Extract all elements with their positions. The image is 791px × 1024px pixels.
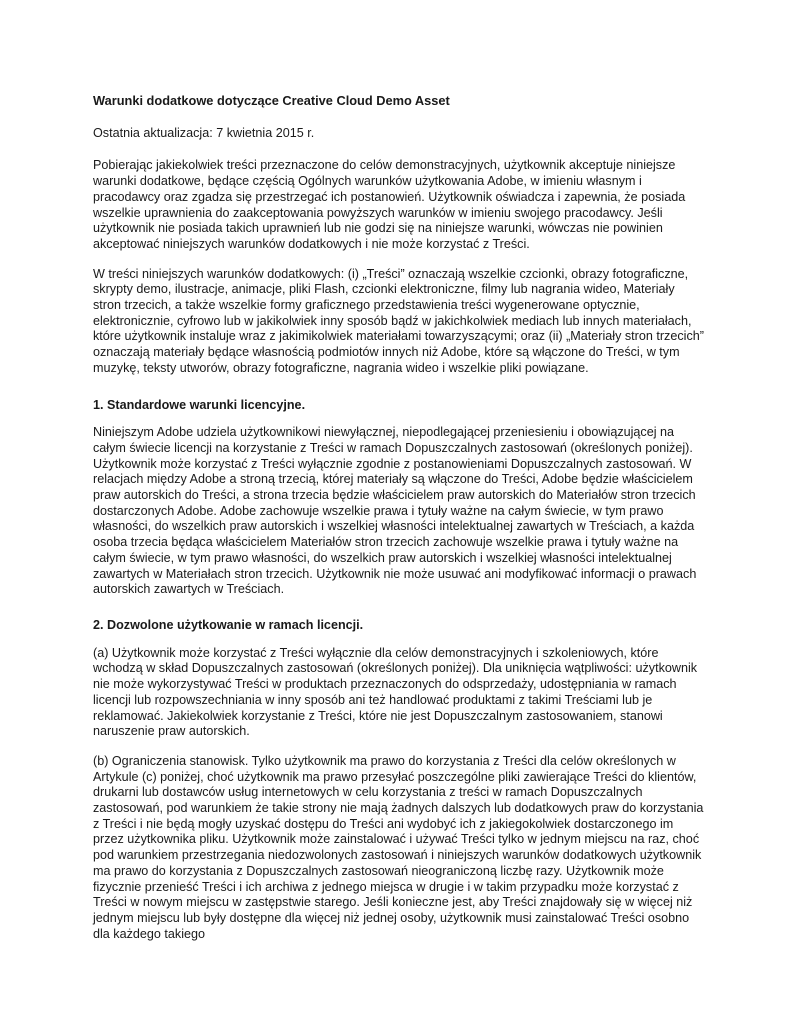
section-1-heading: 1. Standardowe warunki licencyjne. — [93, 397, 306, 412]
section-2-paragraph-a: (a) Użytkownik może korzystać z Treści wyłącznie dla celów demonstracyjnych i szkoleniowych, które wchodzą w skład Dopuszczalnych zastosowań (określonych poniżej). Dla uniknięcia wątpliwości: użytkownik nie może wykorzystywać Treści w produktach przeznaczonych do odsprzedaży, udostępniania w ramach licencji lub rozpowszechniania w inny sposób ani też handlować produktami z takimi Treściami lub je reklamować. Jakiekolwiek korzystanie z Treści, które nie jest Dopuszczalnym zastosowaniem, stanowi naruszenie praw autorskich. — [93, 645, 698, 739]
last-updated: Ostatnia aktualizacja: 7 kwietnia 2015 r. — [93, 125, 315, 140]
document-title: Warunki dodatkowe dotyczące Creative Cloud Demo Asset — [93, 93, 450, 108]
section-2-heading: 2. Dozwolone użytkowanie w ramach licencji. — [93, 617, 364, 632]
document-body — [93, 93, 705, 956]
intro-paragraph-1: Pobierając jakiekolwiek treści przeznaczone do celów demonstracyjnych, użytkownik akceptuje niniejsze warunki dodatkowe, będące częścią Ogólnych warunków użytkowania Adobe, w imieniu własnym i pracodawcy oraz zgadza się przestrzegać ich postanowień. Użytkownik oświadcza i zapewnia, że posiada wszelkie uprawnienia do zaakceptowania powyższych warunków w imieniu swojego pracodawcy. Jeśli użytkownik nie posiada takich uprawnień lub nie godzi się na niniejsze warunki, wówczas nie powinien akceptować niniejszych warunków dodatkowych i nie może korzystać z Treści. — [93, 158, 686, 251]
section-1-paragraph: Niniejszym Adobe udziela użytkownikowi niewyłącznej, niepodlegającej przeniesieniu i obowiązującej na całym świecie licencji na korzystanie z Treści w ramach Dopuszczalnych zastosowań (określonych poniżej). Użytkownik może korzystać z Treści wyłącznie zgodnie z postanowieniami Dopuszczalnych zastosowań. W relacjach między Adobe a stroną trzecią, której materiały są włączone do Treści, Adobe będzie właścicielem praw autorskich do Treści, a strona trzecia będzie właścicielem praw autorskich do Materiałów stron trzecich dostarczonych Adobe. Adobe zachowuje wszelkie prawa i tytuły ważne na całym świecie, w tym prawo własności, do wszelkich praw autorskich i wszelkiej własności intelektualnej zawartych w Treściach, a każda osoba trzecia będąca właścicielem Materiałów stron trzecich zachowuje wszelkie prawa i tytuły ważne na całym świecie, w tym prawo własności, do wszelkich praw autorskich i wszelkiej własności intelektualnej zawartych w Materiałach stron trzecich. Użytkownik nie może usuwać ani modyfikować informacji o prawach autorskich zawartych w Treściach. — [93, 425, 697, 597]
intro-paragraph-2: W treści niniejszych warunków dodatkowych: (i) „Treści” oznaczają wszelkie czcionki, obrazy fotograficzne, skrypty demo, ilustracje, animacje, pliki Flash, czcionki elektroniczne, filmy lub nagrania wideo, Materiały stron trzecich, a także wszelkie formy graficznego przedstawienia treści wygenerowane optycznie, elektronicznie, cyfrowo lub w jakikolwiek inny sposób bądź w jakichkolwiek mediach lub innych materiałach, które użytkownik instaluje wraz z jakimikolwiek materiałami towarzyszącymi; oraz (ii) „Materiały stron trzecich” oznaczają materiały będące własnością podmiotów innych niż Adobe, które są włączone do Treści, w tym muzykę, teksty utworów, obrazy fotograficzne, nagrania wideo i wszelkie pliki powiązane. — [93, 266, 704, 375]
section-2-paragraph-b: (b) Ograniczenia stanowisk. Tylko użytkownik ma prawo do korzystania z Treści dla celów określonych w Artykule (c) poniżej, choć użytkownik ma prawo przesyłać poszczególne pliki zawierające Treści do klientów, drukarni lub dostawców usług internetowych w celu korzystania z treści w ramach Dopuszczalnych zastosowań, pod warunkiem że takie strony nie mają żadnych dalszych lub dodatkowych praw do korzystania z Treści i nie będą mogły uzyskać dostępu do Treści ani wydobyć ich z jakiegokolwiek dostarczonego im przez użytkownika pliku. Użytkownik może zainstalować i używać Treści tylko w jednym miejscu na raz, choć pod warunkiem przestrzegania niedozwolonych zastosowań i niniejszych warunków dodatkowych użytkownik ma prawo do korzystania z Dopuszczalnych zastosowań nieograniczoną liczbę razy. Użytkownik może fizycznie przenieść Treści i ich archiwa z jednego miejsca w drugie i w takim przypadku może korzystać z Treści w nowym miejscu w zastępstwie starego. Jeśli konieczne jest, aby Treści znajdowały się w więcej niż jednym miejscu lub były dostępne dla więcej niż jednej osoby, użytkownik musi zainstalować Treści osobno dla każdego takiego — [93, 753, 704, 941]
